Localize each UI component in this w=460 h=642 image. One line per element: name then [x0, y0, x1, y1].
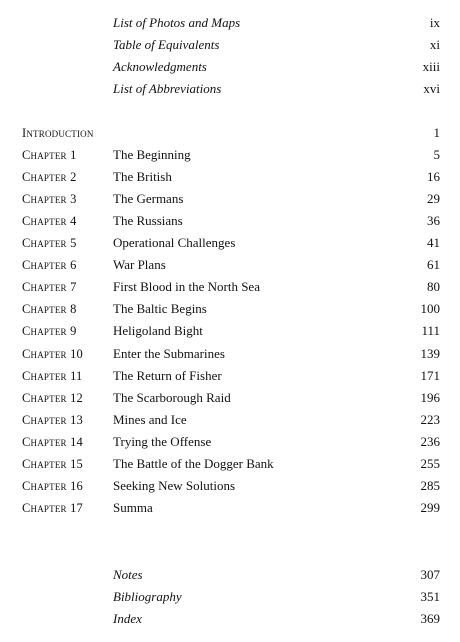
chapter-label: Chapter 6 [22, 258, 77, 272]
entry-page: 16 [427, 169, 440, 184]
entry-page: 111 [421, 323, 440, 338]
entry-page: ix [429, 15, 440, 30]
chapter-title: The Scarborough Raid [113, 390, 231, 405]
toc-entry-chapter[interactable] [0, 144, 460, 166]
toc-entry-chapter[interactable] [0, 343, 460, 365]
entry-page: 236 [420, 434, 440, 449]
chapter-title: The Battle of the Dogger Bank [113, 456, 274, 471]
entry-page: 139 [420, 346, 440, 361]
entry-page: 36 [427, 213, 440, 228]
chapter-label: Chapter 11 [22, 369, 83, 383]
toc-entry-chapter[interactable] [0, 210, 460, 232]
entry-page: 41 [427, 235, 440, 250]
chapter-label: Chapter 7 [22, 280, 77, 294]
chapter-label: Chapter 13 [22, 413, 83, 427]
entry-page: 223 [420, 412, 440, 427]
toc-entry-chapter[interactable] [0, 387, 460, 409]
chapter-title: The Germans [113, 191, 184, 206]
toc-entry-chapter[interactable] [0, 298, 460, 320]
entry-page: xi [429, 37, 440, 52]
entry-label: Introduction [22, 126, 94, 140]
entry-page: 369 [420, 611, 440, 626]
chapter-title: Trying the Offense [113, 434, 212, 449]
entry-title: Acknowledgments [113, 59, 207, 74]
entry-page: 196 [420, 390, 440, 405]
entry-page: 100 [420, 301, 440, 316]
entry-title: List of Photos and Maps [113, 15, 241, 30]
chapter-label: Chapter 12 [22, 391, 83, 405]
chapter-label: Chapter 1 [22, 148, 77, 162]
chapter-label: Chapter 14 [22, 435, 83, 449]
toc-entry-front-matter[interactable] [0, 78, 460, 100]
chapter-title: Summa [113, 500, 153, 515]
chapter-title: War Plans [113, 257, 166, 272]
toc-entry-chapter[interactable] [0, 453, 460, 475]
chapter-label: Chapter 2 [22, 170, 77, 184]
entry-title: Bibliography [113, 589, 182, 604]
entry-page: 80 [427, 279, 440, 294]
chapter-label: Chapter 8 [22, 302, 77, 316]
chapter-title: The British [113, 169, 172, 184]
entry-title: Index [113, 611, 142, 626]
chapter-title: Heligoland Bight [113, 323, 203, 338]
chapter-label: Chapter 15 [22, 457, 83, 471]
toc-entry-front-matter[interactable] [0, 56, 460, 78]
toc-entry-chapter[interactable] [0, 409, 460, 431]
toc-entry-front-matter[interactable] [0, 34, 460, 56]
toc-entry-chapter[interactable] [0, 188, 460, 210]
toc-entry-front-matter[interactable] [0, 12, 460, 34]
toc-entry-chapter[interactable] [0, 276, 460, 298]
chapter-label: Chapter 5 [22, 236, 77, 250]
entry-title: Notes [113, 567, 143, 582]
entry-page: 171 [420, 368, 440, 383]
chapter-label: Chapter 4 [22, 214, 77, 228]
chapter-label: Chapter 3 [22, 192, 77, 206]
chapter-label: Chapter 10 [22, 347, 83, 361]
toc-entry-chapter[interactable] [0, 232, 460, 254]
toc-entry-chapter[interactable] [0, 365, 460, 387]
chapter-label: Chapter 9 [22, 324, 77, 338]
chapter-title: The Beginning [113, 147, 191, 162]
toc-entry-chapter[interactable] [0, 497, 460, 519]
toc-entry-chapter[interactable] [0, 475, 460, 497]
entry-page: 255 [420, 456, 440, 471]
entry-page: 1 [433, 125, 440, 140]
entry-page: xvi [423, 81, 440, 96]
entry-page: 29 [427, 191, 440, 206]
entry-title: Table of Equivalents [113, 37, 220, 52]
entry-page: 5 [433, 147, 440, 162]
entry-page: 285 [420, 478, 440, 493]
chapter-title: The Baltic Begins [113, 301, 207, 316]
entry-page: 351 [420, 589, 440, 604]
toc-entry-back-matter[interactable] [0, 586, 460, 608]
toc-entry-chapter[interactable] [0, 431, 460, 453]
chapter-title: First Blood in the North Sea [113, 279, 260, 294]
entry-title: List of Abbreviations [113, 81, 222, 96]
toc-entry-chapter[interactable] [0, 320, 460, 342]
entry-page: 307 [420, 567, 440, 582]
chapter-label: Chapter 16 [22, 479, 83, 493]
chapter-label: Chapter 17 [22, 501, 83, 515]
toc-entry-back-matter[interactable] [0, 564, 460, 586]
entry-page: 61 [427, 257, 440, 272]
chapter-title: Seeking New Solutions [113, 478, 236, 493]
chapter-title: Enter the Submarines [113, 346, 225, 361]
chapter-title: Mines and Ice [113, 412, 187, 427]
entry-page: 299 [420, 500, 440, 515]
chapter-title: The Return of Fisher [113, 368, 222, 383]
chapter-title: The Russians [113, 213, 183, 228]
toc-entry-chapter[interactable] [0, 166, 460, 188]
toc-entry-introduction[interactable] [0, 122, 460, 144]
chapter-title: Operational Challenges [113, 235, 236, 250]
entry-page: xiii [422, 59, 440, 74]
toc-entry-back-matter[interactable] [0, 608, 460, 630]
toc-entry-chapter[interactable] [0, 254, 460, 276]
